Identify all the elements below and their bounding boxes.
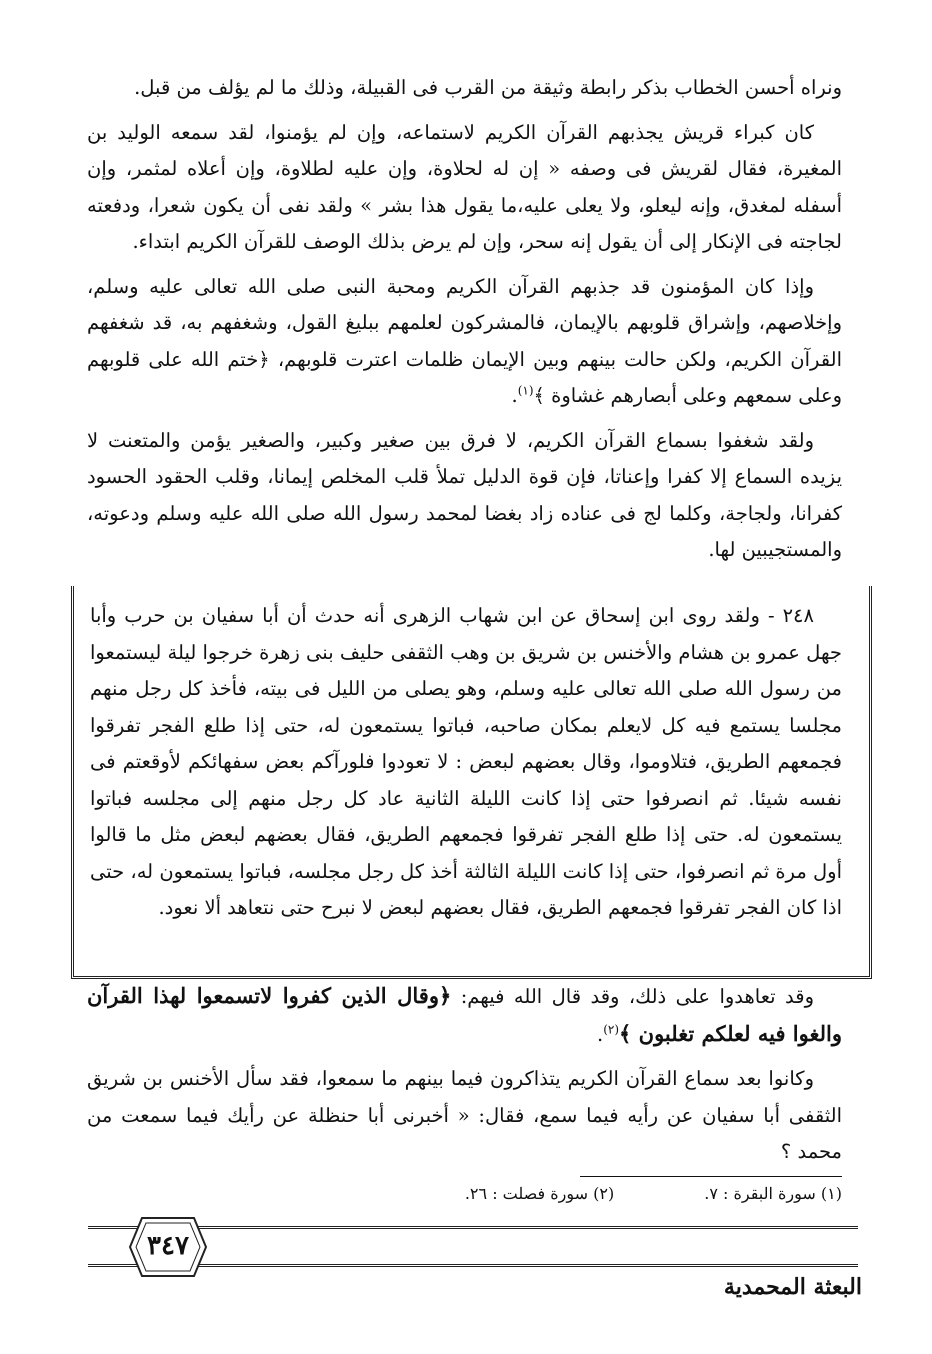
paragraph-3-period: . [511, 384, 518, 407]
paragraph-4: ولقد شغفوا بسماع القرآن الكريم، لا فرق بين صغير وكبير، والصغير يؤمن والمتعنت لا يزيده السماع إلا كفرا وإعناتا، فإن قوة الدليل تملأ قلب المخلص إيمانا، وقلب الحقود الحسود كفرانا، ولجاجة، وكلما لج فى عناده زاد بغضا لمحمد رسول الله صلى الله عليه وسلم ودعوته، والمستجيبين لها. [87, 428, 842, 561]
paragraph-last: وكانوا بعد سماع القرآن الكريم يتذاكرون فيما بينهم ما سمعوا، فقد سأل الأخنس بن شريق الثقفى أبا سفيان عن رأيه فيما سمع، فقال: « أخبرنى أبا حنظلة عن رأيك فيما سمعت من محمد ؟ [87, 1067, 842, 1163]
verse-intro: وقد تعاهدوا على ذلك، وقد قال الله فيهم: [451, 985, 814, 1008]
quran-verse: ﴿وقال الذين كفروا لاتسمعوا لهذا القرآن والغوا فيه لعلكم تغلبون ﴾ [87, 983, 842, 1046]
paragraph-2: كان كبراء قريش يجذبهم القرآن الكريم لاستماعه، وإن لم يؤمنوا، لقد سمعه الوليد بن المغيرة، فقال لقريش فى وصفه « إن له لحلاوة، وإن عليه لطلاوة، وإن أعلاه لمثمر، وإن أسفله لمغدق، وإنه ليعلو، ولا يعلى عليه،ما يقول هذا بشر » ولقد نفى أن يكون شعرا، ودفعته لجاجته فى الإنكار إلى أن يقول إنه سحر، وإن لم يرض بذلك الوصف للقرآن الكريم ابتداء. [87, 120, 842, 253]
footnote-1: (١) سورة البقرة : ٧. [704, 1184, 842, 1203]
footnote-divider [580, 1176, 842, 1177]
bottom-text-block [87, 978, 842, 1171]
page-number: ٣٤٧ [147, 1231, 189, 1261]
footnote-2: (٢) سورة فصلت : ٢٦. [464, 1184, 615, 1203]
paragraph-verse [87, 978, 842, 1053]
hadith-block [90, 598, 842, 927]
footnote-ref-2: (٢) [603, 1022, 620, 1036]
paragraph-3-text: وإذا كان المؤمنون قد جذبهم القرآن الكريم ومحبة النبى صلى الله تعالى عليه وسلم، وإخلاصهم، وإشراق قلوبهم بالإيمان، فالمشركون لعلمهم ببليغ القول، وشغفهم به، قد شغفهم القرآن الكريم، ولكن حالت بينهم وبين الإيمان ظلمات اعترت قلوبهم، ﴿ختم الله على قلوبهم وعلى سمعهم وعلى أبصارهم غشاوة ﴾ [87, 274, 842, 407]
verse-period: . [597, 1022, 604, 1046]
running-title: البعثة المحمدية [723, 1274, 862, 1300]
hadith-paragraph: ٢٤٨ - ولقد روى ابن إسحاق عن ابن شهاب الزهرى أنه حدث أن أبا سفيان بن حرب وأبا جهل عمرو بن هشام والأخنس بن شريق بن وهب الثقفى حليف بنى زهرة خرجوا ليلة ليستمعوا من رسول الله صلى الله تعالى عليه وسلم، وهو يصلى من الليل فى بيته، فأخذ كل رجل منهم مجلسا يستمع فيه كل لايعلم بمكان صاحبه، فباتوا يستمعون له، حتى إذا طلع الفجر تفرقوا فجمعهم الطريق، فتلاوموا، وقال بعضهم لبعض : لا تعودوا فلورآكم بعض سفهائكم لأوقعتم فى نفسه شيئا. ثم انصرفوا حتى إذا كانت الليلة الثانية عاد كل رجل منهم إلى مجلسه فباتوا يستمعون له. حتى إذا طلع الفجر تفرقوا فجمعهم الطريق، فقال بعضهم لبعض مثل ما قالوا أول مرة ثم انصرفوا، حتى إذا كانت الليلة الثالثة أخذ كل رجل مجلسه، فباتوا يستمعون له، حتى اذا كان الفجر تفرقوا فجمعهم الطريق، فقال بعضهم لبعض لا نبرح حتى نتعاهد ألا نعود. [90, 604, 842, 919]
footnote-ref-1: (١) [517, 383, 534, 398]
top-text-block [87, 70, 842, 569]
paragraph-1: ونراه أحسن الخطاب بذكر رابطة وثيقة من القرب فى القبيلة، وذلك ما لم يؤلف من قبل. [134, 76, 842, 99]
paragraph-3 [87, 269, 842, 415]
footnotes [422, 1180, 842, 1208]
